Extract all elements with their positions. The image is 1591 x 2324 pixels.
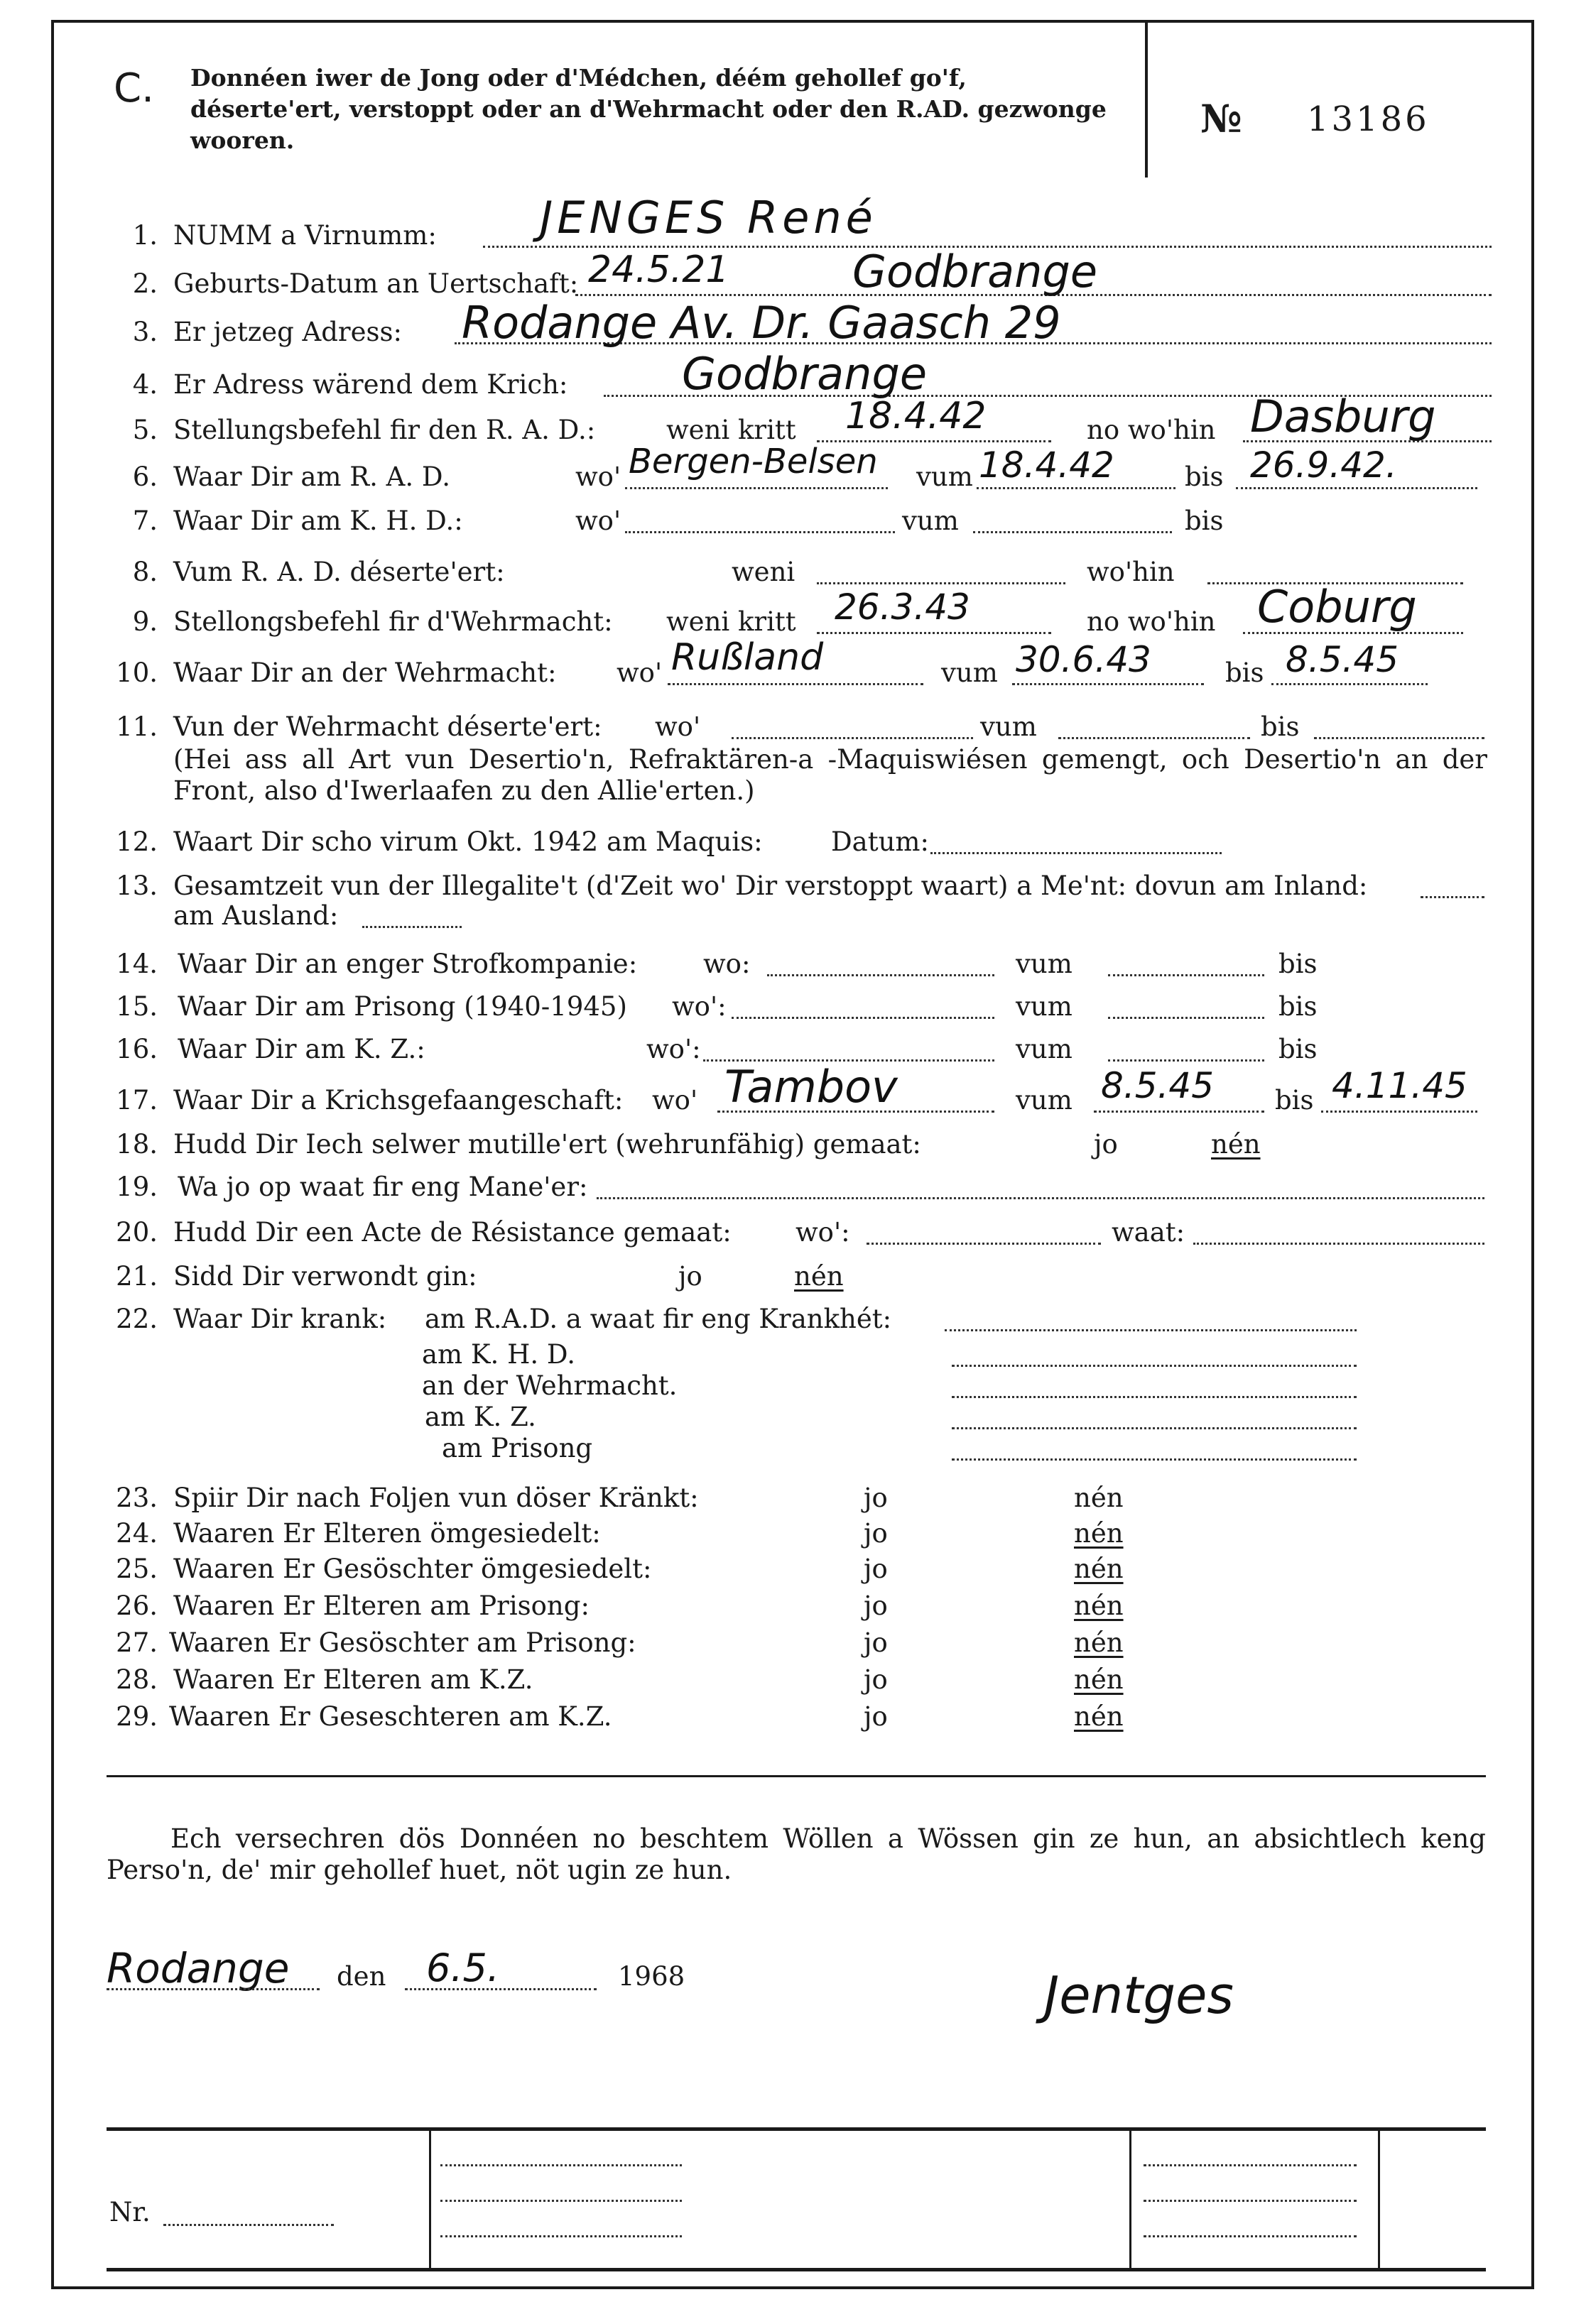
q6-wo-line	[625, 487, 888, 489]
q23-label: Spiir Dir nach Foljen vun döser Kränkt:	[173, 1483, 699, 1513]
q1-answer: JENGES René	[540, 192, 877, 244]
q9-when: 26.3.43	[835, 587, 970, 628]
q9-when-line	[817, 632, 1051, 634]
q2-place: Godbrange	[852, 246, 1097, 298]
q22-line-khd	[952, 1365, 1357, 1367]
document-number: 13186	[1307, 99, 1430, 139]
q7-wo-line	[625, 531, 895, 533]
q28-label: Waaren Er Elteren am K.Z.	[173, 1664, 533, 1695]
q5-when: 18.4.42	[845, 395, 987, 437]
q29-yes: jo	[864, 1701, 888, 1732]
q22-label: Waar Dir krank:	[173, 1304, 387, 1334]
footer-col-divider-1	[429, 2129, 431, 2269]
q20-waat-line	[1193, 1243, 1484, 1245]
q13-number: 13.	[116, 871, 158, 901]
q27-number: 27.	[116, 1627, 158, 1658]
number-sign: №	[1200, 96, 1242, 141]
q24-yes: jo	[864, 1518, 888, 1549]
q14-wo-label: wo:	[703, 949, 751, 979]
signature: Jentges	[1044, 1965, 1234, 2025]
q23-yes: jo	[864, 1483, 888, 1513]
q23-no: nén	[1074, 1483, 1124, 1513]
q24-no-selected: nén	[1074, 1518, 1124, 1549]
q10-bis-label: bis	[1225, 658, 1264, 688]
q17-vum-label: vum	[1016, 1085, 1073, 1115]
q16-wo-label: wo':	[646, 1034, 701, 1064]
q9-where: Coburg	[1257, 581, 1417, 633]
q23-number: 23.	[116, 1483, 158, 1513]
q6-bis-label: bis	[1185, 462, 1224, 492]
q10-vum-line	[1012, 683, 1204, 685]
q6-vum-label: vum	[916, 462, 973, 492]
q14-vum-line	[1108, 974, 1264, 976]
q27-label: Waaren Er Gesöschter am Prisong:	[169, 1627, 636, 1658]
q15-label: Waar Dir am Prisong (1940-1945)	[178, 991, 627, 1022]
declaration-den-label: den	[337, 1961, 386, 1992]
q20-wo-label: wo':	[796, 1217, 850, 1248]
section-separator	[107, 1775, 1486, 1777]
q13-ausland-line	[362, 926, 462, 928]
footer-line-a2	[440, 2200, 682, 2202]
q24-label: Waaren Er Elteren ömgesiedelt:	[173, 1518, 601, 1549]
q14-bis-label: bis	[1278, 949, 1318, 979]
footer-line-b1	[1144, 2164, 1357, 2166]
q6-vum: 18.4.42	[979, 444, 1114, 486]
q6-wo-label: wo'	[575, 462, 621, 492]
q11-wo-label: wo'	[655, 711, 701, 742]
q22-line-rad	[945, 1329, 1357, 1331]
q22-sub-rad: am R.A.D. a waat fir eng Krankhét:	[425, 1304, 892, 1334]
q17-label: Waar Dir a Krichsgefaangeschaft:	[173, 1085, 624, 1115]
q25-number: 25.	[116, 1554, 158, 1584]
q7-bis-label: bis	[1185, 506, 1224, 536]
footer-bottom-line	[107, 2268, 1486, 2271]
q5-when-label: weni kritt	[666, 415, 796, 445]
q11-wo-line	[732, 737, 973, 739]
q17-bis-label: bis	[1275, 1085, 1314, 1115]
q21-label: Sidd Dir verwondt gin:	[173, 1261, 477, 1292]
q10-label: Waar Dir an der Wehrmacht:	[173, 658, 557, 688]
q14-label: Waar Dir an enger Strofkompanie:	[178, 949, 638, 979]
q26-no-selected: nén	[1074, 1591, 1124, 1621]
q20-wo-line	[867, 1243, 1101, 1245]
q22-sub-kz: am K. Z.	[425, 1402, 536, 1432]
q24-number: 24.	[116, 1518, 158, 1549]
q11-note: (Hei ass all Art vun Desertio'n, Refraktären-a -Maquiswiésen gemengt, och Desertio'n an der Front, also d'Iwerlaafen zu den Allie'erten.)	[173, 744, 1487, 806]
q19-label: Wa jo op waat fir eng Mane'er:	[178, 1172, 588, 1202]
q22-line-kz	[952, 1427, 1357, 1429]
q11-vum-label: vum	[980, 711, 1037, 742]
q27-no-selected: nén	[1074, 1627, 1124, 1658]
q13-label: Gesamtzeit vun der Illegalite't (d'Zeit wo' Dir verstoppt waart) a Me'nt: dovun am Inland:	[173, 871, 1368, 901]
q21-yes: jo	[678, 1261, 702, 1292]
q15-wo-label: wo':	[672, 991, 727, 1022]
q6-vum-line	[977, 487, 1175, 489]
q29-number: 29.	[116, 1701, 158, 1732]
q18-label: Hudd Dir Iech selwer mutille'ert (wehrunfähig) gemaat:	[173, 1129, 921, 1160]
q11-label: Vun der Wehrmacht déserte'ert:	[173, 711, 602, 742]
footer-nr-label: Nr.	[109, 2197, 151, 2227]
q15-vum-line	[1108, 1017, 1264, 1019]
q12-datum-label: Datum:	[831, 827, 929, 857]
q2-label: Geburts-Datum an Uertschaft:	[173, 268, 579, 299]
q11-bis-label: bis	[1261, 711, 1300, 742]
q15-number: 15.	[116, 991, 158, 1022]
q22-number: 22.	[116, 1304, 158, 1334]
q13-label2: am Ausland:	[173, 900, 339, 931]
q12-datum-line	[930, 852, 1222, 854]
q21-number: 21.	[116, 1261, 158, 1292]
footer-line-a3	[440, 2235, 682, 2237]
q9-when-label: weni kritt	[666, 606, 796, 637]
q10-wo-line	[668, 683, 923, 685]
place-line	[107, 1988, 320, 1990]
q16-number: 16.	[116, 1034, 158, 1064]
q10-vum: 30.6.43	[1016, 639, 1151, 680]
q16-bis-label: bis	[1278, 1034, 1318, 1064]
header-divider	[1145, 20, 1148, 178]
q11-vum-line	[1058, 737, 1250, 739]
q18-yes: jo	[1094, 1129, 1118, 1160]
q29-no-selected: nén	[1074, 1701, 1124, 1732]
q4-answer: Godbrange	[682, 348, 927, 400]
declaration-date: 6.5.	[426, 1946, 500, 1990]
q16-label: Waar Dir am K. Z.:	[178, 1034, 425, 1064]
q1-number: 1.	[132, 220, 158, 251]
q25-label: Waaren Er Gesöschter ömgesiedelt:	[173, 1554, 652, 1584]
q1-label: NUMM a Virnumm:	[173, 220, 437, 251]
q14-wo-line	[767, 974, 994, 976]
q8-when-line	[817, 582, 1065, 584]
q3-label: Er jetzeg Adress:	[173, 317, 402, 347]
declaration-place: Rodange	[107, 1944, 290, 1992]
footer-line-a1	[440, 2164, 682, 2166]
q17-wo: Tambov	[724, 1061, 898, 1113]
q18-no-selected: nén	[1211, 1129, 1261, 1160]
q25-no-selected: nén	[1074, 1554, 1124, 1584]
q6-number: 6.	[132, 462, 158, 492]
q28-yes: jo	[864, 1664, 888, 1695]
q3-number: 3.	[132, 317, 158, 347]
footer-col-divider-3	[1378, 2129, 1380, 2269]
q9-number: 9.	[132, 606, 158, 637]
q5-number: 5.	[132, 415, 158, 445]
q16-vum-label: vum	[1016, 1034, 1073, 1064]
q17-vum: 8.5.45	[1101, 1065, 1215, 1106]
footer-col-divider-2	[1129, 2129, 1131, 2269]
q17-wo-label: wo'	[652, 1085, 698, 1115]
q19-number: 19.	[116, 1172, 158, 1202]
q7-wo-label: wo'	[575, 506, 621, 536]
q6-label: Waar Dir am R. A. D.	[173, 462, 450, 492]
q7-vum-label: vum	[902, 506, 959, 536]
q19-line	[597, 1197, 1484, 1199]
q27-yes: jo	[864, 1627, 888, 1658]
q9-label: Stellongsbefehl fir d'Wehrmacht:	[173, 606, 613, 637]
q17-bis: 4.11.45	[1332, 1065, 1467, 1106]
q5-where: Dasburg	[1250, 391, 1436, 442]
q16-vum-line	[1108, 1059, 1264, 1062]
q22-sub-khd: am K. H. D.	[422, 1339, 575, 1370]
q8-when-label: weni	[732, 557, 796, 587]
q20-waat-label: waat:	[1112, 1217, 1185, 1248]
q6-bis: 26.9.42.	[1250, 444, 1397, 486]
footer-line-b2	[1144, 2200, 1357, 2202]
q25-yes: jo	[864, 1554, 888, 1584]
q26-yes: jo	[864, 1591, 888, 1621]
q22-line-prisong	[952, 1458, 1357, 1461]
q14-vum-label: vum	[1016, 949, 1073, 979]
q20-number: 20.	[116, 1217, 158, 1248]
section-letter: C.	[114, 65, 154, 111]
q28-no-selected: nén	[1074, 1664, 1124, 1695]
q22-sub-prisong: am Prisong	[442, 1433, 593, 1463]
q12-number: 12.	[116, 827, 158, 857]
q20-label: Hudd Dir een Acte de Résistance gemaat:	[173, 1217, 732, 1248]
q9-where-label: no wo'hin	[1087, 606, 1216, 637]
q14-number: 14.	[116, 949, 158, 979]
q4-number: 4.	[132, 369, 158, 400]
q26-label: Waaren Er Elteren am Prisong:	[173, 1591, 590, 1621]
q10-vum-label: vum	[941, 658, 998, 688]
q15-bis-label: bis	[1278, 991, 1318, 1022]
declaration-text: Ech versechren dös Donnéen no beschtem Wöllen a Wössen gin ze hun, an absichtlech keng Perso'n, de' mir gehollef huet, nöt ugin ze hun.	[107, 1823, 1486, 1885]
q15-wo-line	[732, 1017, 994, 1019]
q18-number: 18.	[116, 1129, 158, 1160]
q6-wo: Bergen-Belsen	[629, 442, 878, 481]
q8-label: Vum R. A. D. déserte'ert:	[173, 557, 505, 587]
q2-number: 2.	[132, 268, 158, 299]
q3-answer: Rodange Av. Dr. Gaasch 29	[462, 297, 1061, 349]
q26-number: 26.	[116, 1591, 158, 1621]
q17-number: 17.	[116, 1085, 158, 1115]
q11-bis-line	[1314, 737, 1484, 739]
q4-label: Er Adress wärend dem Krich:	[173, 369, 568, 400]
q10-number: 10.	[116, 658, 158, 688]
q7-number: 7.	[132, 506, 158, 536]
declaration-year: 1968	[618, 1961, 685, 1992]
q5-label: Stellungsbefehl fir den R. A. D.:	[173, 415, 596, 445]
q21-no-selected: nén	[794, 1261, 844, 1292]
q17-bis-line	[1321, 1111, 1477, 1113]
q6-bis-line	[1236, 487, 1477, 489]
q22-sub-wehrmacht: an der Wehrmacht.	[422, 1370, 678, 1401]
q10-bis: 8.5.45	[1286, 639, 1399, 680]
footer-nr-line	[163, 2224, 334, 2226]
q8-where-label: wo'hin	[1087, 557, 1175, 587]
q12-label: Waart Dir scho virum Okt. 1942 am Maquis:	[173, 827, 763, 857]
q10-bis-line	[1271, 683, 1428, 685]
footer-table	[107, 2129, 1486, 2269]
q5-where-label: no wo'hin	[1087, 415, 1216, 445]
q10-wo: Rußland	[671, 636, 824, 679]
q11-number: 11.	[116, 711, 158, 742]
q7-label: Waar Dir am K. H. D.:	[173, 506, 463, 536]
footer-line-b3	[1144, 2235, 1357, 2237]
q15-vum-label: vum	[1016, 991, 1073, 1022]
q10-wo-label: wo'	[617, 658, 663, 688]
q29-label: Waaren Er Geseschteren am K.Z.	[169, 1701, 612, 1732]
q8-number: 8.	[132, 557, 158, 587]
q2-date: 24.5.21	[588, 249, 729, 291]
q28-number: 28.	[116, 1664, 158, 1695]
q13-inland-line	[1421, 896, 1484, 898]
q7-vum-line	[973, 531, 1172, 533]
q22-line-wehrmacht	[952, 1396, 1357, 1398]
q17-vum-line	[1094, 1111, 1264, 1113]
section-title: Donnéen iwer de Jong oder d'Médchen, déém gehollef go'f, déserte'ert, verstoppt oder an d'Wehrmacht oder den R.AD. gezwonge wooren.	[190, 64, 1107, 154]
